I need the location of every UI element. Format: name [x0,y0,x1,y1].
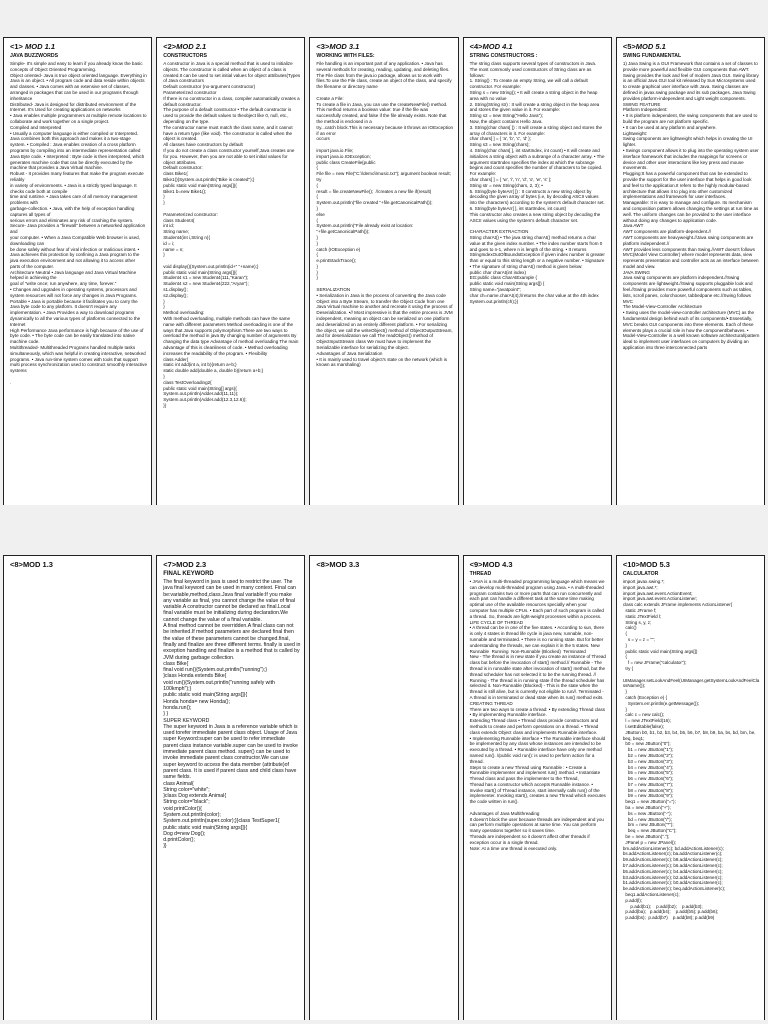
page-2-strip [3,555,765,1020]
column-subtitle: WORKING WITH FILES: [316,53,375,59]
column-body: File handling is an important part of any application. • Java has several methods for creating, reading, updating, and deleting files. The File class from the java.io package, allows us to work with files.To use the File class, create an object of the class, and specify the filename or directory name Create a File: To create a file in Java, you can use the createNewFile() method. This method returns a boolean value: true if the file was successfully created, and false if the file already exists. Note that the method is enclosed in a try...catch block.This is necessary because it throws an IOException if an error occurs import java.io.File; import java.io.IOException; public class CreateFile{public { File file = new File("C:\\demo\\music.txt"); argument boolean result; try { result = file.createNewFile(); //creates a new file if(result) { System.out.println("file created "+file.getCanonicalPath()); } else { System.out.println("File already exist at location: "+file.getCanonicalPath()); } } catch (IOException e) { e.printStackTrace(); } } } SERIALIZATION • Serialization in Java is the process of converting the Java code Object into a Byte Stream, to transfer the Object Code from one Java Virtual machine to another and recreate it using the process of Deserialization. •// Most impressive is that the entire process is JVM independent, meaning an object can be serialized on one platform and deserialized on an entirely different platform. • For serializing the object, we call the writeObject() method of ObjectOutputStream, and for deserialization we call The readObject() method of ObjectInputStream class We must have to implement the Serializable interface for serializing the object. Advantages of Java Serialization • It is mainly used to travel object's state on the network (which is known as marshaling) [316,61,454,368]
column-6-mod-1-3 [3,555,152,1020]
column-title: <3>MOD 3.1 [316,42,360,51]
column-body: Simple- It's simple and easy to learn if you already know the basic concepts of Object Oriented Programming. Object oriented- Java is true object oriented language. Everything in Java is an object. • All program code and data reside within objects and classes. • Java comes with an extensive set of classes, arranged in packages that can be used in our programs through inheritance Distributed- Java is designed for distributed environment of the Internet. It's Used for creating applications on networks • Java enables multiple programmers at multiple remote locations to collaborate and work together on a single project. Compiled and Interpreted • Usually a computer language is either compiled or Interpreted. Java combines both this approach and makes it a two-stage system. • Compiled : Java enables creation of a cross platform programs by compiling into an intermediate representation called Java Byte code. • Interpreted : Byte code is then interpreted, which generates machine code that can be directly executed by the machine that provides a Java Virtual machine. Robust - It provides many features that make the program execute reliably in variety of environments. • Java is a strictly typed language. It checks code both at compile time and runtime. • Java takes care of all memory management problems with garbage-collection. • Java, with the help of exception handling captures all types of serious errors and eliminates any risk of crashing the system. Secure- Java provides a "firewall" between a networked application and your computer. • When a Java Compatible Web browser is used, downloading can be done safely without fear of viral infection or malicious intent. • Java achieves this protection by confining a Java program to the java execution environment and not allowing it to access other parts of the computer. Architecture Neutral • Java language and Java Virtual Machine helped in achieving the goal of "write once; run anywhere, any time, forever." • Changes and upgrades in operating systems, processors and system resources will not force any changes in Java Programs. Portable • Java is portable because it facilitates you to carry the Java byte code to any platform. It doesn't require any implementation. • Java Provides a way to download programs dynamically to all the various types of platforms connected to the Internet High Performance Java performance is high because of the use of byte code. • The byte code can be easily translated into native machine code. Multithreaded- Multithreaded Programs handled multiple tasks simultaneously, which was helpful in creating interactive, networked programs. • Java run-time system comes with tools that support multi process synchronization used to construct smoothly interactive systems . [10,61,147,385]
column-body: A constructor in Java is a special method that is used to initialize objects. The constructor is called when an object of a class is created.It can be used to set initial values for object attributes(Types of Java constructors Default constructor (no-argument constructor) Parameterized constructor If there is no constructor in a class, compiler automatically creates a default constructor. The purpose of a default constructor • The default constructor is used to provide the default values to theobject like 0, null, etc., depending on the type. The constructor name must match the class name, and it cannot have a return type (like void). The constructor is called when the object is created. All classes have constructors by default If you do not create a class constructor yourself,Java creates one for you. However, then you are not able to set initial values for object attributes. Default constructor: class Bike1{ Bike1(){System.out.println("Bike is created");} public static void main(String args[]){ Bike1 b=new Bike1(); } } Parameterized constructor: class Student4{ int id; String name; Student4(int i,String n){ id = i; name = n; } void display(){System.out.println(id+" "+name);} public static void main(String args[]){ Student4 s1 = new Student4(111,"Karan"); Student4 s2 = new Student4(222,"Aryan"); s1.display(); s2.display(); } } Method overloading: With method overloading, multiple methods can have the same name with different parameters Method overloading is one of the ways that Java supports polymorphism.There are two ways to overload the method in java By changing number of arguments By changing the data type Advantage of method overloading The main advantage of this is cleanliness of code. • Method overloading increases the readability of the program. • Flexibility class Adder{ static int add(int a, int b){return a+b;} static double add(double a, double b){return a+b;} } class TestOverloading2{ public static void main(String[] args){ System.out.println(Adder.add(11,11)); System.out.println(Adder.add(12.3,12.6)); }} [163,61,301,409]
column-9-mod-4-3 [463,555,612,1020]
column-title: <8>MOD 1.3 [10,560,53,569]
column-title: <2>MOD 2.1 [163,42,207,51]
column-10-mod-5-3 [616,555,765,1020]
column-subtitle: JAVA BUZZWORDS [10,53,59,59]
column-title: <9>MOD 4.3 [469,560,513,569]
column-title: <10>MOD 5.3 [622,560,670,569]
column-subtitle: CALCULATOR [622,571,659,577]
column-body: import javax.swing.*; import java.awt.*; import java.awt.event.ActionEvent; import java.awt.event.ActionListener; class calc extends JFrame implements ActionListener{ static JFrame f; static JTextField l; String s, y, z; calc() { s = y = z = ""; } public static void main(String args[]) { f = new JFrame("calculator"); try { UIManager.setLookAndFeel(UIManager.getSystemLookAndFeelClassName()); } catch (Exception e) { System.err.println(e.getMessage()); } calc c = new calc(); l = new JTextField(16); l.setEditable(false); JButton b0, b1, b2, b3, b4, b5, b6, b7, b8, b9, ba, bs, bd, bm, be, beq, beq1; b0 = new JButton("0"); b1 = new JButton("1"); b2 = new JButton("2"); b3 = new JButton("3"); b4 = new JButton("4"); b5 = new JButton("5"); b6 = new JButton("6"); b7 = new JButton("7"); b8 = new JButton("8"); b9 = new JButton("9"); beq1 = new JButton("="); ba = new JButton("+"); bs = new JButton("-"); bd = new JButton("/"); bm = new JButton("*"); beq = new JButton("C"); be = new JButton("."); JPanel p = new JPanel(); bm.addActionListener(c); bd.addActionListener(c); bs.addActionListener(c); ba.addActionListener(c); b9.addActionListener(c); b8.addActionListener(c); b7.addActionListener(c); b6.addActionListener(c); b5.addActionListener(c); b4.addActionListener(c); b3.addActionListener(c); b2.addActionListener(c); b1.addActionListener(c); b0.addActionListener(c); be.addActionListener(c); beq.addActionListener(c); beq1.addActionListener(c); p.add(l); p.add(b1); p.add(b2); p.add(b3); p.add(ba); p.add(b4); p.add(b5); p.add(b6); p.add(bs); p.add(b7) p.add(b8); p.add(b9) [622,579,760,921]
column-body: The string class supports several types of constructors in Java. The most commonly used constructors of String class are as follows: 1. String() : To create an empty String, we will call a default constructor. For example: String s = new String(); • It will create a string object in the heap area with no value 2. String(String str) : It will create a string object in the heap area and stores the given value in it. For example: String s2 = new String("Hello Java"); Now, the object contains Hello Java. 3. String(char chars[ ]) : It will create a string object and stores the array of characters in it. For example: char chars[ ] = { 'a', 'b', 'c', 'd' }; String s3 = new String(chars); 4. String(char chars[ ], int startIndex, int count) • It will create and initializes a string object with a subrange of a character array. • The argument startIndex specifies the index at which the subrange begins and count specifies the number of characters to be copied. For example: char chars[ ] = { 'w', 'i', 'n', 'd', 'o', 'w', 's' }; String str = new String(chars, 2, 3); • 5. String(byte byteArr[ ]) : It constructs a new string object by decoding the given array of bytes (i.e, by decoding ASCII values into the characters) according to the system's default character set. 6. String(byte byteArr[ ], int startIndex, int count) This constructor also creates a new string object by decoding the ASCII values using the system's default character set. CHARACTER EXTRACTION String charAt() • The java string charAt() method returns a char value at the given index number. • The index number starts from 0 and goes to n-1, where n is length of the string. • It returns StringIndexOutOfBoundsException if given index number is greater than or equal to this string length or a negative number. • Signature • The signature of string charAt() method is given below: public char charAt(int index) EG:public class CharAtExample { public static void main(String args[]) { String name="javatpoint"; char ch=name.charAt(4);//returns the char value at the 4th index System.out.println(ch);}} [469,61,605,304]
column-5-mod-5-1 [616,37,765,505]
column-8-mod-3-3 [309,555,458,1020]
column-subtitle: SWING FUNDAMENTAL [622,53,682,59]
column-title: <5>MOD 5.1 [622,42,666,51]
column-title: <1> MOD 1.1 [10,42,56,51]
column-2-mod-2-1 [156,37,305,505]
column-subtitle: FINAL KEYWORD [163,571,214,577]
page-1-strip [3,37,765,505]
column-body: • JAVA is a multi-threaded programming language which means we can develop multi-threaded program using Java. • A multi-threaded program contains two or more parts that can run concurrently and each part can handle a different task at the same time making optimal use of the available resources specially when your computer has multiple CPUs. • Each part of such program is called a thread. So, threads are light-weight processes within a process. LIFE CYCLE OF THREAD • A thread can be in one of the five states. • According to sun, there is only 4 states in thread life cycle in java new, runnable, non-runnable and terminated. • There is no running state. But for better understanding the threads, we can explain it in the 5 states. New Runnable Running Non-Runnable (Blocked) Terminated New - The thread is in new state if you create an instance of Thread class but before the invocation of start() method.// Runnable - The thread is in runnable state after invocation of start() method, but the thread scheduler has not selected it to be the running thread. // Running - The thread is in running state if the thread scheduler has selected it. Non-Runnable (Blocked) - This is the state when the thread is still alive, but is currently not eligible to run//. Terminated - A thread is in terminated or dead state when its run() method exits. CREATING THREAD There are two ways to create a thread: • By extending Thread class • By implementing Runnable interface. Extending Thread class • Thread class provide constructors and methods to create and perform operations on a thread. • Thread class extends Object class and implements Runnable interface. • Implementing Runnable interface • The Runnable interface should be implemented by any class whose instances are intended to be executed by a thread. • Runnable interface have only one method named run(). //public void run(): is used to perform action for a thread. Steps to create a new Thread using Runnable : • Create a Runnable implementer and implement run() method. • Instantiate Thread class and pass the implementer to the Thread, Thread has a constructor which accepts Runnable instance. • Invoke start() of Thread instance, start internally calls run() of the implementer. Invoking start(), creates a new Thread which executes the code written in run(). Advantages of Java Multithreading It doesn't block the user because threads are independent and you can perform multiple operations at same time. You can perform many operations together so it saves time. Threads are independent so it doesn't affect other threads if exception occur in a single thread. Note: At a time one thread is executed only. [469,579,606,851]
column-3-mod-3-1 [309,37,458,505]
column-title: <7>MOD 2.3 [163,560,207,569]
column-subtitle: CONSTRUCTORS [163,53,207,59]
column-body: The final keyword in java is used to restrict the user. The java final keyword can be used in many context. Final can be:variable,method,class.Java final variable:If you make any variable as final, you cannot change the value of final variable.A constructor cannot be declared as final.Local final variable must be initializing during declaration.We cannot change the value of a final variable. A final method cannot be overridden.A final class can not be inherited.If method parameters are declared final then the value of these parameters cannot be changed.final, finally and finalize are three different terms. finally is used in exception handling and finalize is a method that is called by JVM during garbage collection. class Bike{ final void run(){System.out.println("running");} }class Honda extends Bike{ void run(){System.out.println("running safely with 100kmph");} public static void main(String args[]){ Honda honda= new Honda(); honda.run(); } } SUPER KEYWORD The super keyword in Java is a reference variable which is used torefer immediate parent class object. Usage of Java super Keyword:super can be used to refer immediate parent class instance variable.super can be used to invoke immediate parent class method. super() can be used to invoke immediate parent class constructor.We can use super keyword to access the data member (attribute)of parent class. It is used if parent class and child class have same fields. class Animal{ String color="white"; }class Dog extends Animal{ String color="black"; void printColor(){ System.out.println(color); System.out.println(super.color);}}class TestSuper1{ public static void main(String args[]){ Dog d=new Dog(); d.printColor(); }} [163,579,301,850]
column-title: <4>MOD 4.1 [469,42,513,51]
column-subtitle: THREAD [469,571,492,577]
column-title: <8>MOD 3.3 [316,560,360,569]
column-1-mod-1-1 [3,37,152,505]
column-subtitle: STRING CONSTRUCTORS : [469,53,538,59]
column-body: 1) Java Swing is a GUI Framework that contains a set of classes to provide more powerful and flexible GUI components than AWT. Swing provides the look and feel of modern Java GUI. Swing library is an official Java GUI tool kit released by Sun Microsystems used to create graphical user interface with Java. Swing classes are defined in javax.swing package and its sub packages. Java Swing provides platform-independent and Light weight components. SWING FEATURE Platform Independent: • It is platform independent, the swing components that are used to build the program are not platform specific. • It can be used at any platform and anywhere. Lightweight: Swing components are lightweight which helps in creating the UI lighter. • Swings component allows it to plug into the operating system user interface framework that includes the mappings for screens or device and other user interactions like key press and mouse movements. Plugging:It has a powerful component that can be extended to provide the support for the user interface that helps in good look and feel to the application.It refers to the highly modular-based architecture that allows it to plug into other customized implementations and framework for user interfaces. Manageable: It is easy to manage and configure. Its mechanism and composition pattern allows changing the settings at run time as well. The uniform changes can be provided to the user interface without doing any changes to application code. Java AWT AWT components are platform-dependent.// AWT components are heavyweight.//Java swing components are platform independent.// AWT provides less components than Swing.//AWT doesn't follows MVC(Model View Controller) where model represents data, view represents presentation and controller acts as an interface between model and view. JAVA SWING Java swing components are platform independent.//Swing components are lightweight.//Swing supports pluggable look and feel.//Swing provides more powerful components such as tables, lists, scroll panes, colorchooser, tabbedpane etc.//Swing follows MVC The Model-View-Controller Architecture • Swing uses the model-view-controller architecture (MVC) as the fundamental design behind each of its components/• Essentially, MVC breaks GUI components into three elements. Each of these elements plays a crucial role in how the component/behaves. • Model-View-Controller is a well known software architectural/pattern ideal to implement user interfaces on computers by dividing an application into three interconnected parts [622,61,760,351]
column-7-mod-2-3 [156,555,305,1020]
column-4-mod-4-1 [463,37,612,505]
